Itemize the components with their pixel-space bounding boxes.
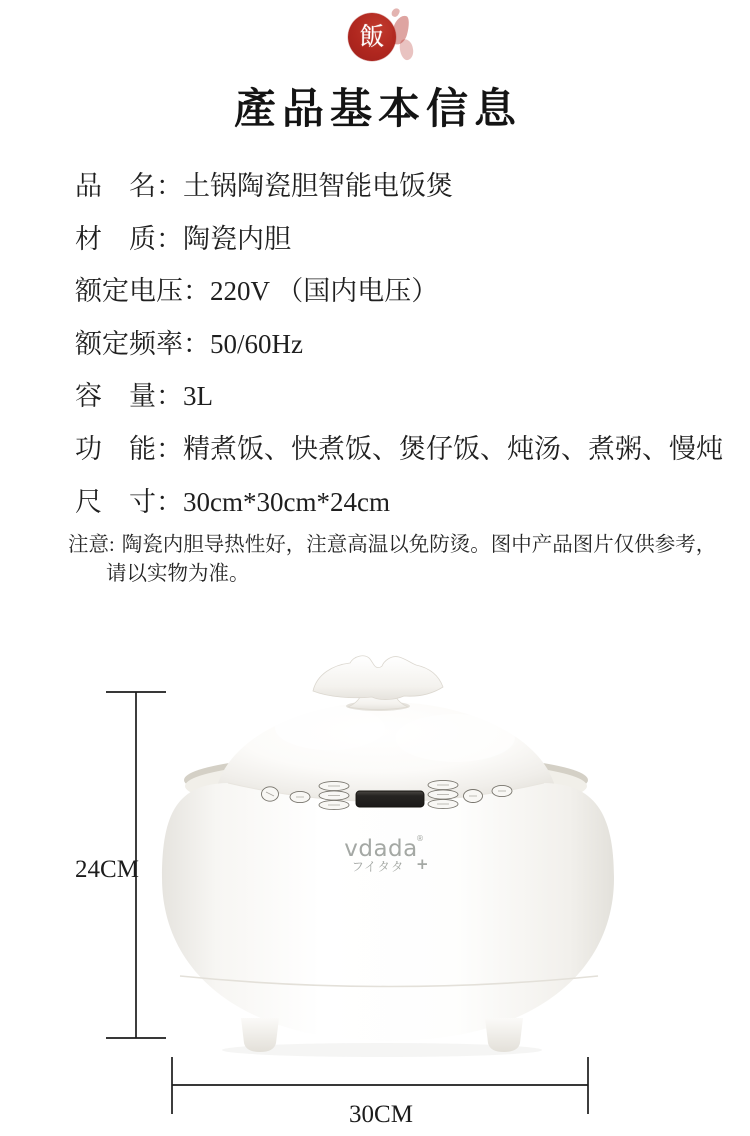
brand-logo — [344, 834, 428, 874]
spec-value: 220V （国内电压） — [210, 276, 439, 307]
spec-row — [75, 213, 723, 266]
brand-name: vdada — [344, 836, 418, 862]
spec-row — [75, 423, 723, 476]
note-text-line2: 请以实物为准。 — [106, 563, 250, 585]
note — [68, 531, 716, 589]
ink-splatter — [398, 38, 416, 62]
spec-label: 容 量： — [75, 381, 183, 412]
brand-plus-mark: + — [416, 855, 429, 873]
height-dimension-label: 24CM — [75, 856, 139, 883]
spec-value: 30cm*30cm*24cm — [183, 486, 390, 517]
spec-row — [75, 265, 723, 318]
seal-character: 飯 — [359, 24, 385, 51]
spec-label: 功 能： — [75, 433, 183, 464]
spec-label: 尺 寸： — [75, 486, 183, 517]
pot-body — [162, 783, 614, 1041]
spec-label: 材 质： — [75, 223, 183, 254]
spec-value: 精煮饭、快煮饭、煲仔饭、炖汤、煮粥、慢炖 — [183, 433, 723, 464]
spec-row — [75, 318, 723, 371]
rice-seal-stamp — [348, 13, 396, 61]
spec-list — [75, 160, 723, 528]
spec-value: 50/60Hz — [210, 328, 303, 359]
spec-label: 额定电压： — [75, 276, 210, 307]
spec-row — [75, 370, 723, 423]
product-figure — [60, 640, 620, 1136]
spec-value: 3L — [183, 381, 213, 412]
width-dimension-label: 30CM — [349, 1101, 413, 1128]
rice-cooker-photo — [162, 656, 614, 1057]
spec-row — [75, 160, 723, 213]
pot-foot-left — [241, 1018, 279, 1052]
brand-subtitle: フイタタ — [351, 859, 405, 874]
note-label: 注意: — [68, 534, 115, 556]
pot-foot-right — [485, 1018, 523, 1052]
spec-label: 品 名： — [75, 171, 183, 201]
note-text-line1: 陶瓷内胆导热性好，注意高温以免防烫。图中产品图片仅供参考， — [121, 534, 717, 556]
page-title: 產品基本信息 — [233, 87, 522, 133]
display-screen — [356, 791, 424, 807]
spec-value: 陶瓷内胆 — [183, 223, 291, 254]
registered-mark: ® — [416, 834, 424, 843]
spec-value: 土锅陶瓷胆智能电饭煲 — [183, 171, 453, 201]
spec-row — [75, 476, 723, 529]
lid-knob — [313, 656, 443, 711]
spec-label: 额定频率： — [75, 328, 210, 359]
